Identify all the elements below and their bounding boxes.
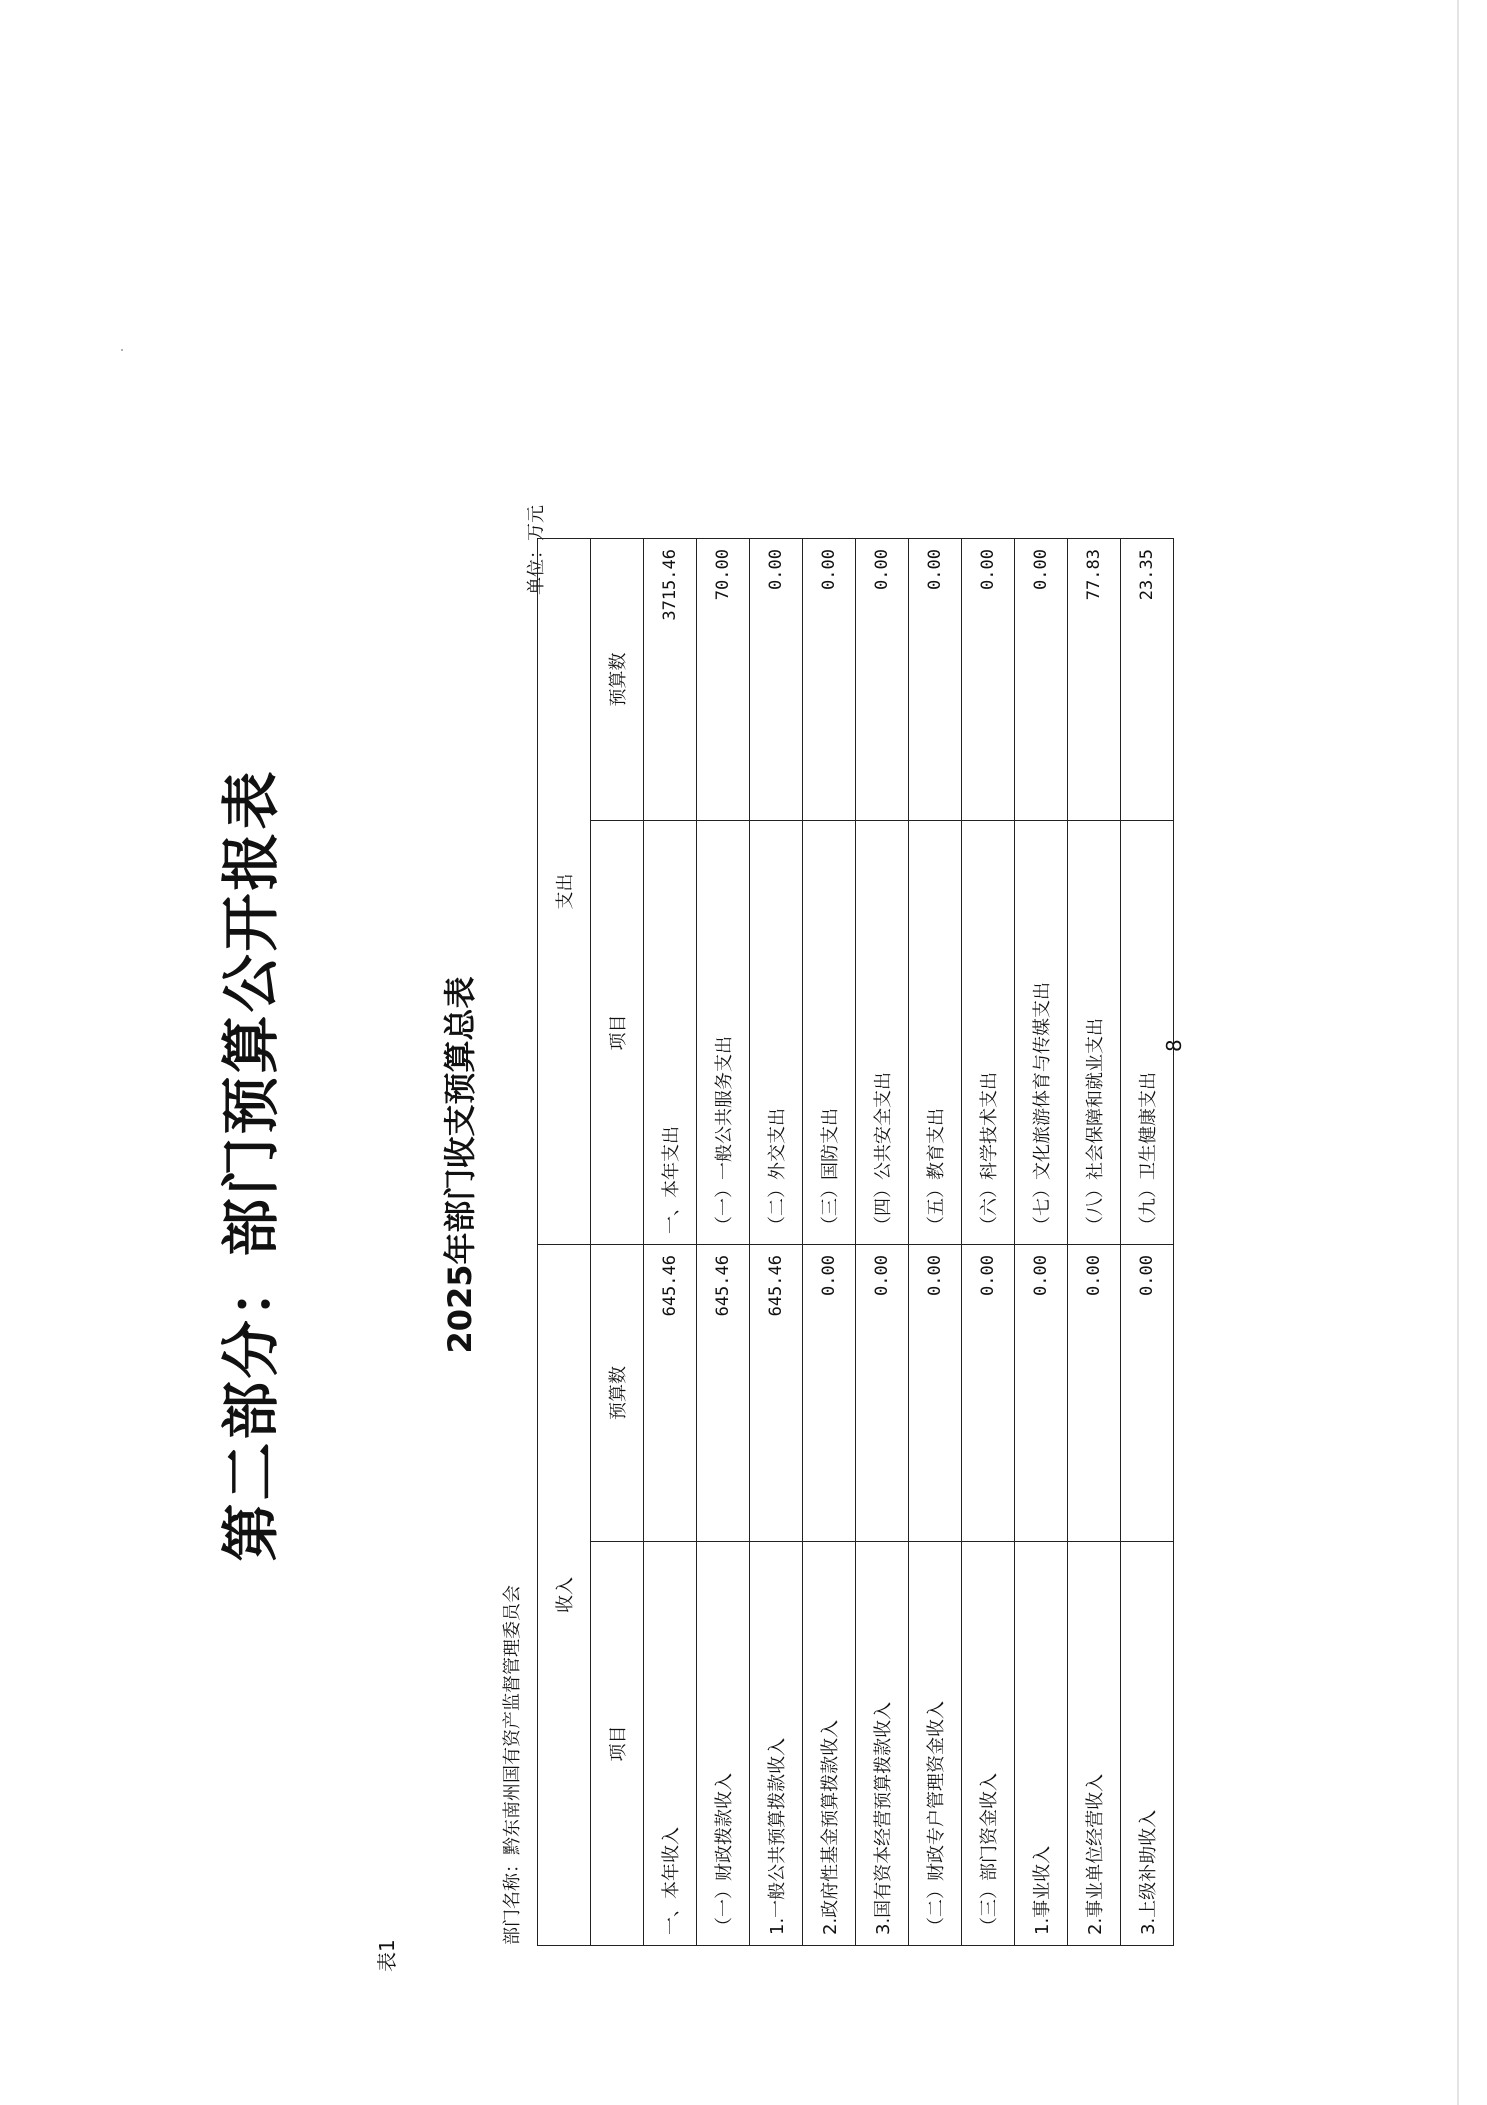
- expense-item: （五）教育支出: [909, 821, 962, 1245]
- income-amount-header: 预算数: [591, 1245, 644, 1542]
- expense-amount: 77.83: [1068, 539, 1121, 821]
- income-group-header: 收入: [538, 1245, 591, 1946]
- income-amount: 0.00: [856, 1245, 909, 1542]
- income-amount: 0.00: [1015, 1245, 1068, 1542]
- expense-item: （二）外交支出: [750, 821, 803, 1245]
- table-row: [1121, 539, 1174, 1946]
- expense-item: （四）公共安全支出: [856, 821, 909, 1245]
- expense-amount: 70.00: [697, 539, 750, 821]
- department-name: 黔东南州国有资产监督管理委员会: [502, 1585, 523, 1855]
- expense-amount: 0.00: [856, 539, 909, 821]
- table-row: [1068, 539, 1121, 1946]
- income-item: （二）财政专户管理资金收入: [909, 1542, 962, 1946]
- income-amount: 645.46: [697, 1245, 750, 1542]
- table-row: [909, 539, 962, 1946]
- expense-amount: 0.00: [750, 539, 803, 821]
- budget-sheet: [0, 225, 1487, 2105]
- table-row: [803, 539, 856, 1946]
- table-row: [644, 539, 697, 1946]
- table-row: [962, 539, 1015, 1946]
- income-item: 1.事业收入: [1015, 1542, 1068, 1946]
- unit-label: 单位：万元: [526, 505, 547, 595]
- table-row: [697, 539, 750, 1946]
- table-row: [1015, 539, 1068, 1946]
- table-row: [856, 539, 909, 1946]
- income-item: 3.国有资本经营预算拨款收入: [856, 1542, 909, 1946]
- table-row: [750, 539, 803, 1946]
- expense-item: （九）卫生健康支出: [1121, 821, 1174, 1245]
- income-item: 1.一般公共预算拨款收入: [750, 1542, 803, 1946]
- part-title: 第二部分：部门预算公开报表: [217, 768, 285, 1562]
- income-item: 一、本年收入: [644, 1542, 697, 1946]
- income-item: 2.政府性基金预算拨款收入: [803, 1542, 856, 1946]
- group-header-row: [538, 539, 591, 1946]
- expense-item: （六）科学技术支出: [962, 821, 1015, 1245]
- expense-amount: 23.35: [1121, 539, 1174, 821]
- income-amount: 0.00: [1121, 1245, 1174, 1542]
- department-label: 部门名称：: [502, 1855, 523, 1945]
- income-item: （一）财政拨款收入: [697, 1542, 750, 1946]
- expense-amount: 3715.46: [644, 539, 697, 821]
- income-amount: 0.00: [909, 1245, 962, 1542]
- expense-item: （八）社会保障和就业支出: [1068, 821, 1121, 1245]
- expense-item-header: 项目: [591, 821, 644, 1245]
- expense-item: （三）国防支出: [803, 821, 856, 1245]
- income-amount: 645.46: [750, 1245, 803, 1542]
- department-line: [498, 1585, 524, 1945]
- budget-rows: [644, 539, 1174, 1946]
- income-amount: 0.00: [1068, 1245, 1121, 1542]
- expense-item: （一）一般公共服务支出: [697, 821, 750, 1245]
- income-item: 2.事业单位经营收入: [1068, 1542, 1121, 1946]
- expense-item: 一、本年支出: [644, 821, 697, 1245]
- expense-amount-header: 预算数: [591, 539, 644, 821]
- expense-group-header: 支出: [538, 539, 591, 1245]
- expense-item: （七）文化旅游体育与传媒支出: [1015, 821, 1068, 1245]
- budget-summary-table: [537, 538, 1174, 1946]
- income-item-header: 项目: [591, 1542, 644, 1946]
- income-item: 3.上级补助收入: [1121, 1542, 1174, 1946]
- expense-amount: 0.00: [909, 539, 962, 821]
- table-number: 表1: [375, 1939, 399, 1972]
- expense-amount: 0.00: [1015, 539, 1068, 821]
- page-number: 8: [1162, 1039, 1186, 1052]
- income-amount: 0.00: [962, 1245, 1015, 1542]
- column-header-row: [591, 539, 644, 1946]
- table-title: 2025年部门收支预算总表: [441, 976, 479, 1354]
- income-item: （三）部门资金收入: [962, 1542, 1015, 1946]
- income-amount: 0.00: [803, 1245, 856, 1542]
- expense-amount: 0.00: [803, 539, 856, 821]
- income-amount: 645.46: [644, 1245, 697, 1542]
- expense-amount: 0.00: [962, 539, 1015, 821]
